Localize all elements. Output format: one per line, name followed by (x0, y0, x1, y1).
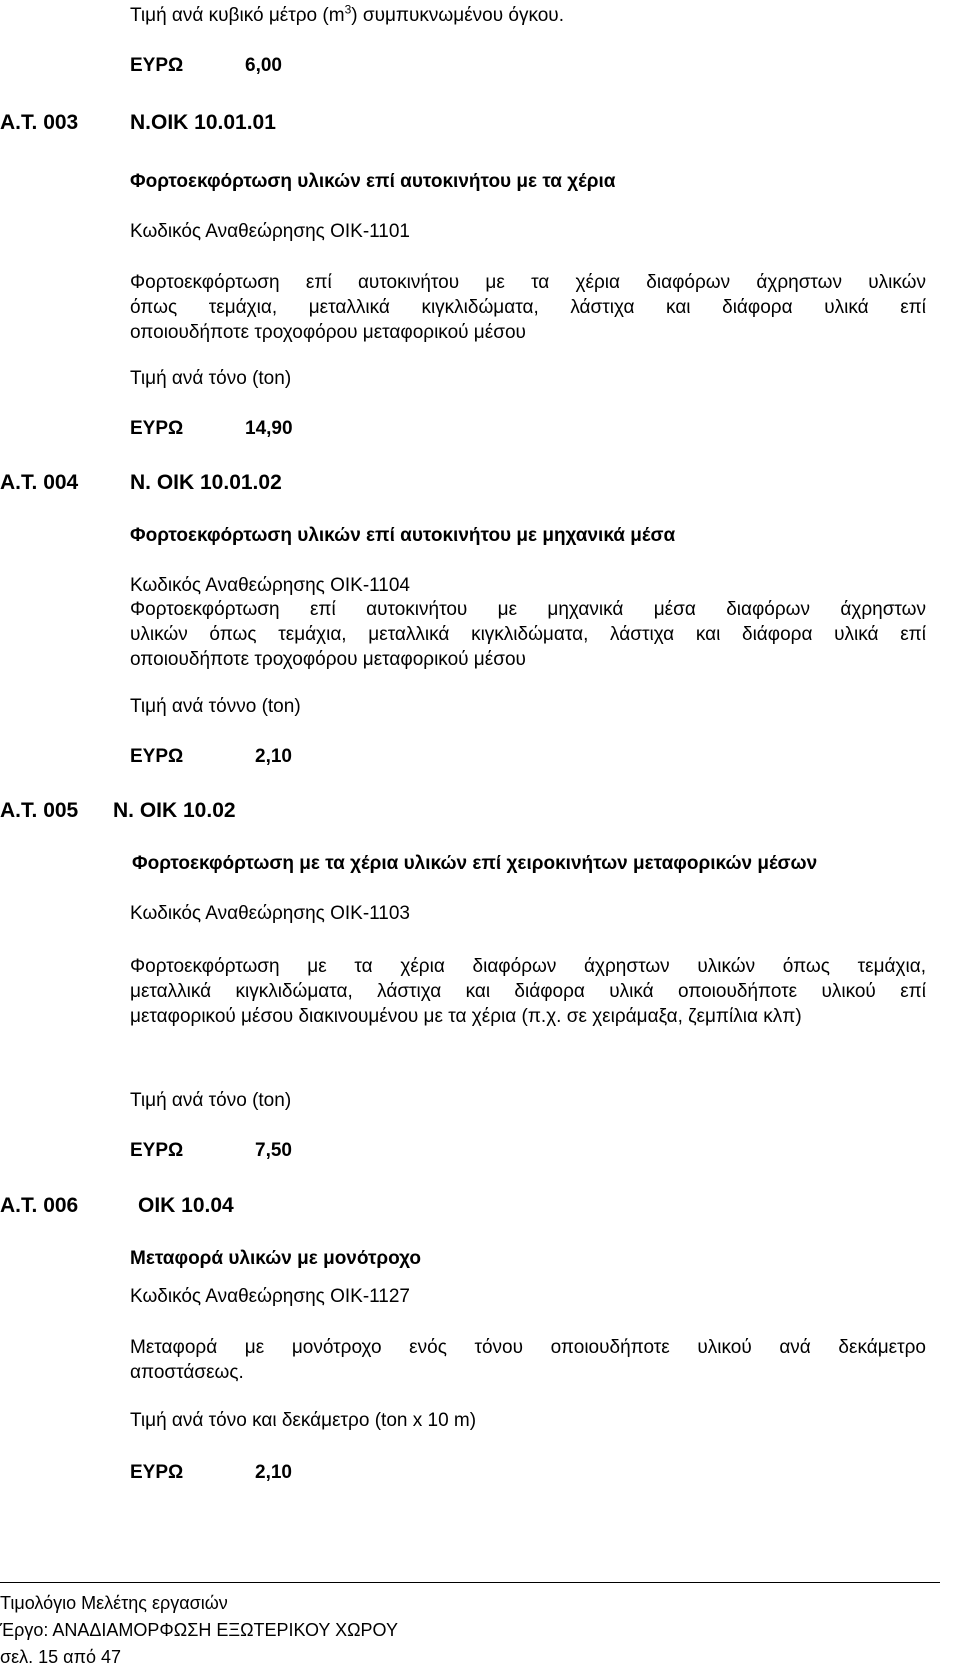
price-amount: 2,10 (255, 746, 292, 767)
description-line: μεταλλικά κιγκλιδώματα, λάστιχα και διάφορα υλικά οποιουδήποτε υλικού επί (130, 981, 926, 1002)
item-code: Ν.ΟΙΚ 10.01.01 (130, 111, 276, 134)
description-line: Φορτοεκφόρτωση επί αυτοκινήτου με μηχανικά μέσα διαφόρων άχρηστων (130, 599, 926, 620)
currency-label: ΕΥΡΩ (130, 55, 184, 76)
currency-label: ΕΥΡΩ (130, 746, 184, 767)
price-unit-top: Τιμή ανά κυβικό μέτρο $(m^3)$ συμπυκνωμένου όγκου. (130, 2, 564, 26)
item-number: Α.Τ. 003 (0, 111, 79, 134)
price-amount: 14,90 (245, 418, 293, 439)
description-line: όπως τεμάχια, μεταλλικά κιγκλιδώματα, λάστιχα και διάφορα υλικά επί (130, 297, 926, 318)
description-line: Μεταφορά με μονότροχο ενός τόνου οποιουδήποτε υλικού ανά δεκάμετρο (130, 1337, 926, 1358)
price-amount: 2,10 (255, 1462, 292, 1483)
item-code: ΟΙΚ 10.04 (138, 1194, 234, 1217)
item-description (130, 597, 926, 672)
currency-label: ΕΥΡΩ (130, 1462, 184, 1483)
footer-project-name: Έργο: ΑΝΑΔΙΑΜΟΡΦΩΣΗ ΕΞΩΤΕΡΙΚΟΥ ΧΩΡΟΥ (0, 1620, 398, 1640)
item-title: Φορτοεκφόρτωση υλικών επί αυτοκινήτου με μηχανικά μέσα (130, 525, 676, 546)
price-unit: Τιμή ανά τόννο (ton) (130, 696, 301, 717)
item-description (130, 270, 926, 345)
price-unit: Τιμή ανά τόνο και δεκάμετρο (ton x 10 m) (130, 1410, 477, 1431)
description-line: μεταφορικού μέσου διακινουμένου με τα χέρια (π.χ. σε χειράμαξα, ζεμπίλια κλπ) (130, 1006, 802, 1027)
revision-code: Κωδικός Αναθεώρησης ΟΙΚ-1103 (130, 903, 410, 924)
item-title: Μεταφορά υλικών με μονότροχο (130, 1248, 421, 1269)
item-title: Φορτοεκφόρτωση υλικών επί αυτοκινήτου με τα χέρια (130, 171, 616, 192)
revision-code: Κωδικός Αναθεώρησης ΟΙΚ-1104 (130, 575, 410, 596)
description-line: αποστάσεως. (130, 1362, 244, 1383)
currency-label: ΕΥΡΩ (130, 1140, 184, 1161)
revision-code: Κωδικός Αναθεώρησης ΟΙΚ-1127 (130, 1286, 410, 1307)
currency-label: ΕΥΡΩ (130, 418, 184, 439)
item-code: Ν. ΟΙΚ 10.01.02 (130, 471, 282, 494)
description-line: υλικών όπως τεμάχια, μεταλλικά κιγκλιδώματα, λάστιχα και διάφορα υλικά επί (130, 624, 926, 645)
footer-document-title: Τιμολόγιο Μελέτης εργασιών (0, 1593, 228, 1613)
price-amount: 6,00 (245, 55, 282, 76)
item-number: Α.Τ. 005 (0, 799, 79, 822)
item-number: Α.Τ. 006 (0, 1194, 79, 1217)
price-unit: Τιμή ανά τόνο (ton) (130, 368, 292, 389)
footer-divider (0, 1582, 940, 1583)
item-code: Ν. ΟΙΚ 10.02 (113, 799, 236, 822)
item-description (130, 1335, 926, 1385)
description-line: οποιουδήποτε τροχοφόρου μεταφορικού μέσου (130, 322, 526, 343)
item-number: Α.Τ. 004 (0, 471, 79, 494)
item-title: Φορτοεκφόρτωση με τα χέρια υλικών επί χειροκινήτων μεταφορικών μέσων (132, 853, 818, 874)
description-line: οποιουδήποτε τροχοφόρου μεταφορικού μέσου (130, 649, 526, 670)
revision-code: Κωδικός Αναθεώρησης ΟΙΚ-1101 (130, 221, 410, 242)
description-line: Φορτοεκφόρτωση επί αυτοκινήτου με τα χέρια διαφόρων άχρηστων υλικών (130, 272, 926, 293)
price-unit: Τιμή ανά τόνο (ton) (130, 1090, 292, 1111)
price-amount: 7,50 (255, 1140, 292, 1161)
description-line: Φορτοεκφόρτωση με τα χέρια διαφόρων άχρηστων υλικών όπως τεμάχια, (130, 956, 926, 977)
footer-page-number: σελ. 15 από 47 (0, 1647, 122, 1667)
item-description (130, 954, 926, 1029)
